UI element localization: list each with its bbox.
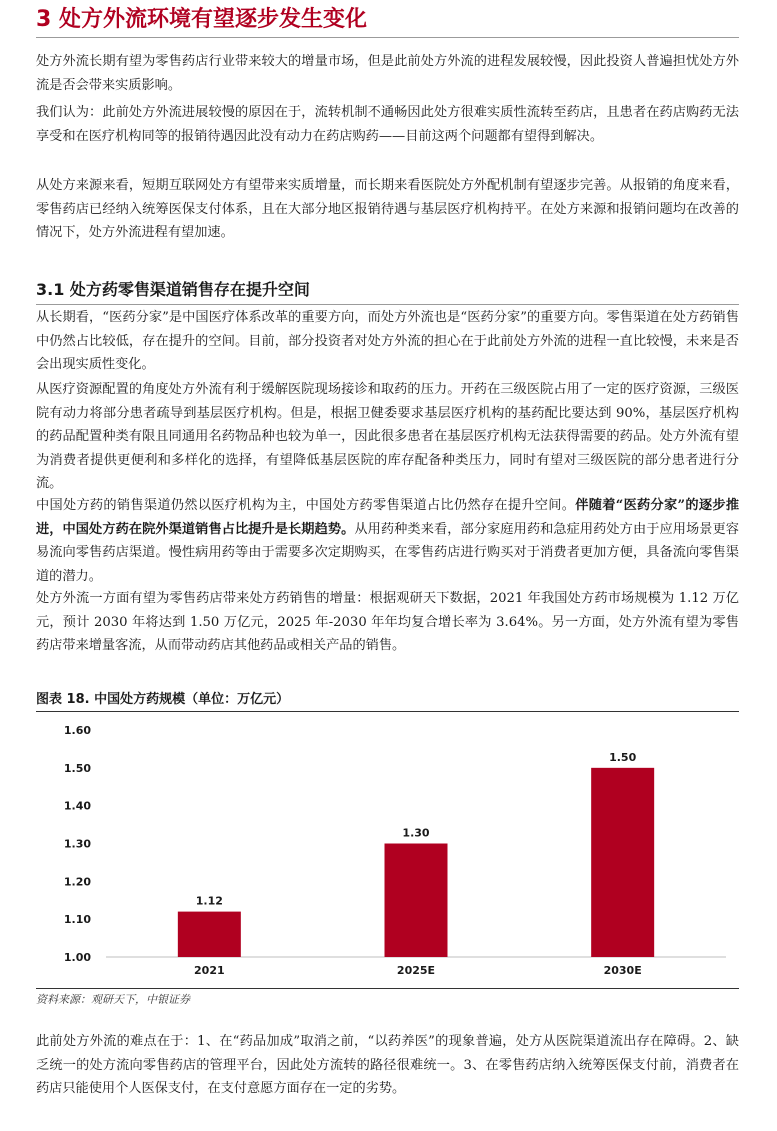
paragraph: 从长期看，“医药分家”是中国医疗体系改革的重要方向，而处方外流也是“医药分家”的重要方向。零售渠道在处方药销售中仍然占比较低，存在提升的空间。目前，部分投资者对处方外流的担心在于此前处方外流的进程一直比较慢，未来是否会出现实质性变化。 xyxy=(36,310,739,372)
figure-title: 图表 18. 中国处方药规模（单位：万亿元） xyxy=(36,692,290,707)
bar-chart xyxy=(36,714,739,986)
paragraph-with-emphasis xyxy=(36,494,739,588)
y-tick-label: 1.30 xyxy=(63,837,91,851)
y-tick-label: 1.60 xyxy=(63,724,91,737)
paragraph: 从医疗资源配置的角度处方外流有利于缓解医院现场接诊和取药的压力。开药在三级医院占用了一定的医疗资源，三级医院有动力将部分患者疏导到基层医疗机构。但是，根据卫健委要求基层医疗机构的基药配比要达到 90%，基层医疗机构的药品配置种类有限且同通用名药物品种也较为单一，因此很多患者在基层医疗机构无法获得需要的药品。处方外流有望为消费者提供更便利和多样化的选择，有望降低基层医院的库存配备种类压力，同时有望对三级医院的部分患者进行分流。 xyxy=(36,382,739,491)
y-tick-label: 1.40 xyxy=(63,799,91,813)
paragraph-text: 中国处方药的销售渠道仍然以医疗机构为主，中国处方药零售渠道占比仍然存在提升空间。 xyxy=(36,498,576,513)
paragraph: 处方外流一方面有望为零售药店带来处方药销售的增量：根据观研天下数据，2021 年我国处方药市场规模为 1.12 万亿元，预计 2030 年将达到 1.50 万亿元，2025 年-2030 年年均复合增长率为 3.64%。另一方面，处方外流有望为零售药店带来增量客流，从而带动药店其他药品或相关产品的销售。 xyxy=(36,591,739,653)
paragraph-text: 从用药种类来看，部分家庭用药和急症用药处方由于应用场景更容易流向零售药店渠道。慢性病用药等由于需要多次定期购买，在零售药店进行购买对于消费者更加方便，具备流向零售渠道的潜力。 xyxy=(36,521,739,584)
y-tick-label: 1.10 xyxy=(63,913,91,927)
data-label: 1.12 xyxy=(195,894,223,908)
section-heading-rule xyxy=(36,37,739,38)
data-label: 1.30 xyxy=(402,826,430,840)
x-tick-label: 2021 xyxy=(194,964,225,977)
section-heading: 3 处方外流环境有望逐步发生变化 xyxy=(36,7,367,32)
paragraph: 此前处方外流的难点在于：1、在“药品加成”取消之前，“以药养医”的现象普遍，处方从医院渠道流出存在障碍。2、缺乏统一的处方流向零售药店的管理平台，因此处方流转的路径很难统一。3、在零售药店纳入统筹医保支付前，消费者在药店只能使用个人医保支付，在支付意愿方面存在一定的劣势。 xyxy=(36,1034,739,1096)
data-label: 1.50 xyxy=(609,750,637,764)
bar xyxy=(385,844,448,958)
paragraph: 从处方来源来看，短期互联网处方有望带来实质增量，而长期来看医院处方外配机制有望逐步完善。从报销的角度来看，零售药店已经纳入统筹医保支付体系，且在大部分地区报销待遇与基层医疗机构持平。在处方来源和报销问题均在改善的情况下，处方外流进程有望加速。 xyxy=(36,178,739,240)
figure-source: 资料来源：观研天下，中银证券 xyxy=(36,993,190,1006)
y-tick-label: 1.50 xyxy=(63,761,91,775)
emphasis-text: 伴随着“医药分家”的逐步推进，中国处方药在院外渠道销售占比提升是长期趋势。 xyxy=(36,498,740,537)
y-tick-label: 1.20 xyxy=(63,875,91,889)
figure-bottom-rule xyxy=(36,988,739,989)
x-tick-label: 2030E xyxy=(603,964,642,977)
subsection-heading-rule xyxy=(36,304,739,305)
x-tick-label: 2025E xyxy=(396,964,436,977)
y-tick-label: 1.00 xyxy=(63,951,91,964)
paragraph: 处方外流长期有望为零售药店行业带来较大的增量市场，但是此前处方外流的进程发展较慢，因此投资人普遍担忧处方外流是否会带来实质影响。 xyxy=(36,54,739,93)
figure-top-rule xyxy=(36,711,739,712)
subsection-heading: 3.1 处方药零售渠道销售存在提升空间 xyxy=(36,280,310,299)
bar xyxy=(178,912,241,957)
bar xyxy=(591,768,654,957)
paragraph: 我们认为：此前处方外流进展较慢的原因在于，流转机制不通畅因此处方很难实质性流转至药店，且患者在药店购药无法享受和在医疗机构同等的报销待遇因此没有动力在药店购药——目前这两个问题都有望得到解决。 xyxy=(36,105,739,144)
